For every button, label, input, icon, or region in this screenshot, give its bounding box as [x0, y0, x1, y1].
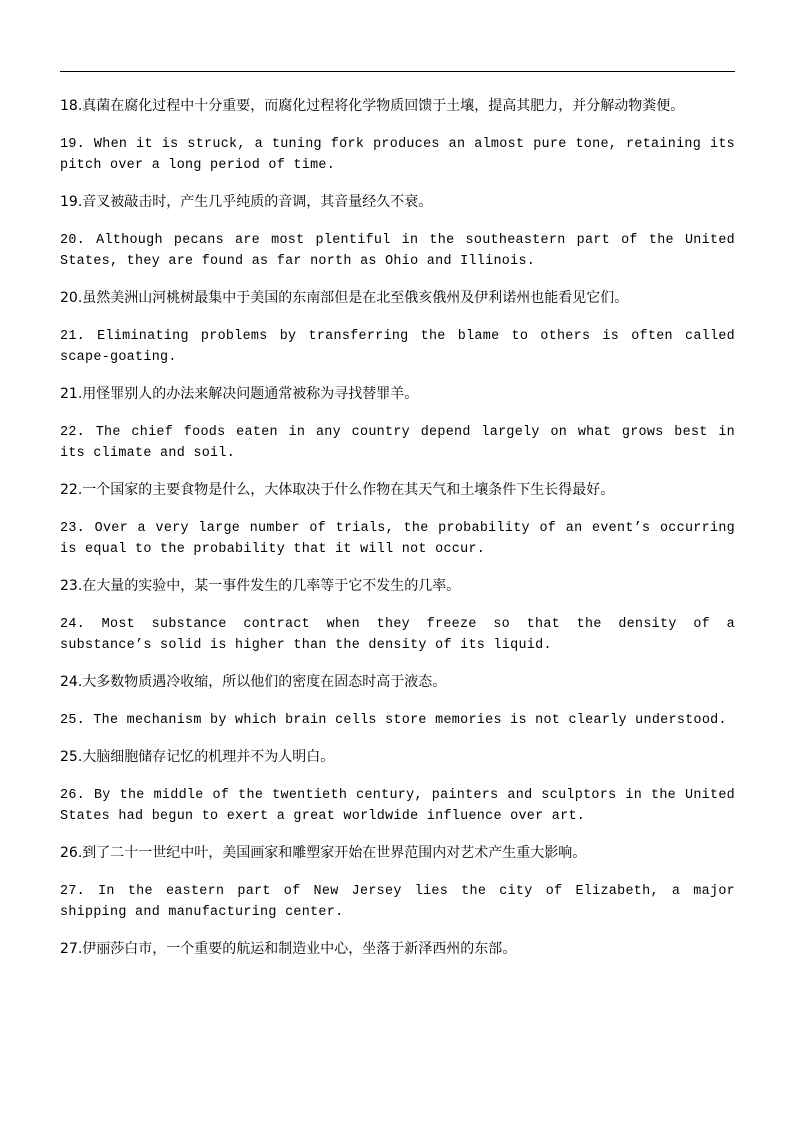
paragraph-26-en: 26. By the middle of the twentieth century, painters and sculptors in the United States had begun to exert a great worldwide influence over art.	[60, 788, 735, 824]
paragraph-24-en: 24. Most substance contract when they freeze so that the density of a substance’s solid is higher than the density of its liquid.	[60, 617, 735, 653]
paragraph-26-zh: 26.到了二十一世纪中叶，美国画家和雕塑家开始在世界范围内对艺术产生重大影响。	[60, 845, 587, 861]
paragraph-20-en: 20. Although pecans are most plentiful in the southeastern part of the United States, they are found as far north as Ohio and Illinois.	[60, 233, 735, 269]
header-rule	[60, 71, 735, 72]
paragraph-27-en: 27. In the eastern part of New Jersey lies the city of Elizabeth, a major shipping and manufacturing center.	[60, 884, 735, 920]
paragraph-19-en: 19. When it is struck, a tuning fork produces an almost pure tone, retaining its pitch over a long period of time.	[60, 137, 735, 173]
paragraph-24-zh: 24.大多数物质遇冷收缩，所以他们的密度在固态时高于液态。	[60, 674, 447, 690]
paragraph-22-zh: 22.一个国家的主要食物是什么，大体取决于什么作物在其天气和土壤条件下生长得最好。	[60, 482, 615, 498]
paragraph-27-zh: 27.伊丽莎白市，一个重要的航运和制造业中心，坐落于新泽西州的东部。	[60, 941, 517, 957]
paragraph-18-zh: 18.真菌在腐化过程中十分重要，而腐化过程将化学物质回馈于土壤，提高其肥力，并分解动物粪便。	[60, 98, 685, 114]
paragraph-23-zh: 23.在大量的实验中，某一事件发生的几率等于它不发生的几率。	[60, 578, 461, 594]
paragraph-22-en: 22. The chief foods eaten in any country depend largely on what grows best in its climate and soil.	[60, 425, 735, 461]
paragraph-21-zh: 21.用怪罪别人的办法来解决问题通常被称为寻找替罪羊。	[60, 386, 419, 402]
paragraph-19-zh: 19.音叉被敲击时，产生几乎纯质的音调，其音量经久不衰。	[60, 194, 433, 210]
paragraph-25-zh: 25.大脑细胞储存记忆的机理并不为人明白。	[60, 749, 335, 765]
paragraph-21-en: 21. Eliminating problems by transferring the blame to others is often called scape-goating.	[60, 329, 735, 365]
document-body	[60, 96, 735, 960]
paragraph-23-en: 23. Over a very large number of trials, the probability of an event’s occurring is equal to the probability that it will not occur.	[60, 521, 735, 557]
paragraph-20-zh: 20.虽然美洲山河桃树最集中于美国的东南部但是在北至俄亥俄州及伊利诺州也能看见它们。	[60, 290, 629, 306]
paragraph-25-en: 25. The mechanism by which brain cells store memories is not clearly understood.	[60, 713, 727, 728]
